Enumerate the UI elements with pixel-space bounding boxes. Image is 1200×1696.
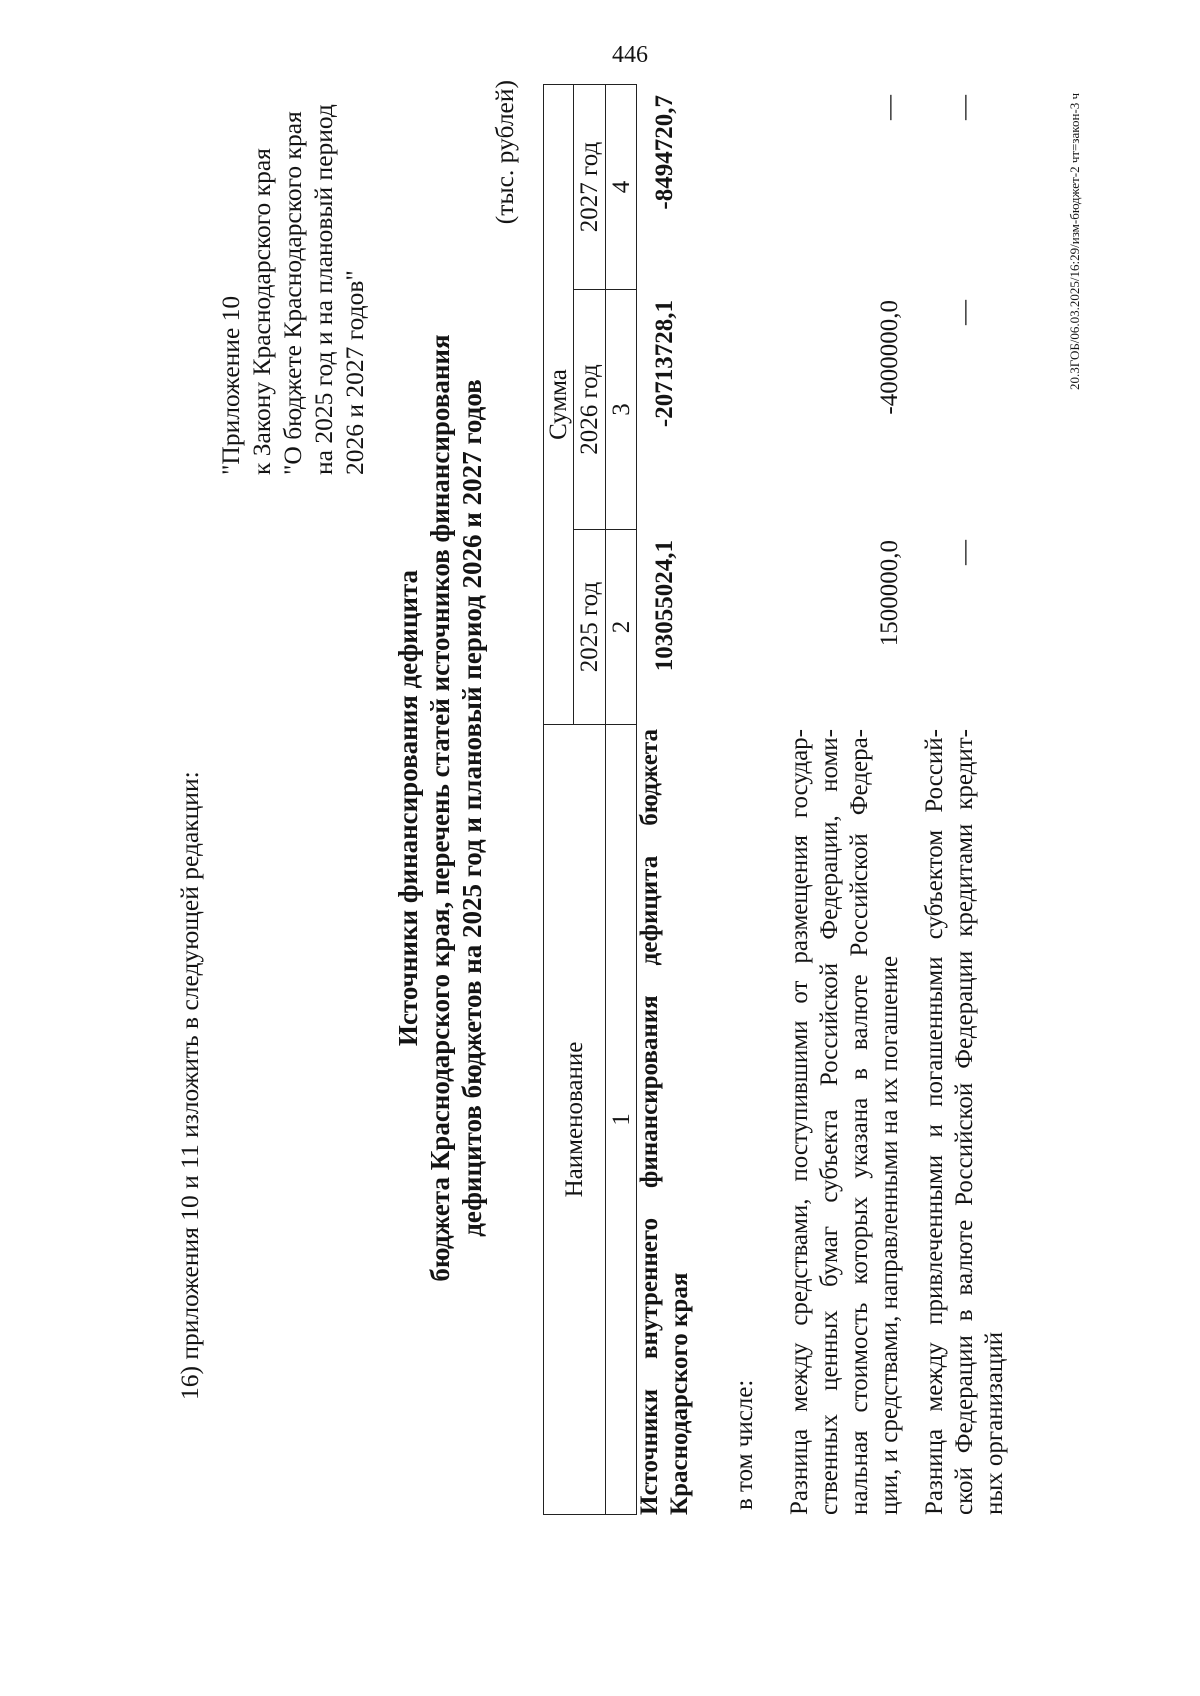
appendix-reference-line: к Закону Краснодарского края bbox=[247, 148, 276, 475]
table-row-value-2025: — bbox=[951, 540, 978, 565]
column-header-year: 2026 год bbox=[574, 290, 606, 530]
appendix-reference-line: "О бюджете Краснодарского края bbox=[278, 111, 307, 475]
column-header-year: 2025 год bbox=[574, 530, 606, 725]
table-row-value-2027: — bbox=[951, 95, 978, 120]
document-title bbox=[392, 101, 488, 1515]
document-footer-stamp: 20.3ГОБ/06.03.2025/16:29/изм-бюджет-2 чт=закон-3 ч bbox=[1067, 92, 1082, 390]
column-number: 4 bbox=[606, 84, 637, 289]
table-row-name-line: нальная стоимость которых указана в валюте Российской Федера- bbox=[846, 729, 873, 1515]
total-row-value-2027: -8494720,7 bbox=[651, 95, 678, 210]
header-row-column-numbers bbox=[606, 84, 637, 1514]
including-subheading: в том числе: bbox=[731, 1379, 758, 1510]
document-title-line: бюджета Краснодарского края, перечень статей источников финансирования bbox=[425, 334, 455, 1282]
appendix-reference-line: на 2025 год и на плановый период bbox=[309, 104, 338, 475]
appendix-reference-block bbox=[215, 104, 370, 475]
total-row-value-2026: -20713728,1 bbox=[651, 300, 678, 428]
header-row-sum bbox=[544, 84, 574, 1514]
total-row-value-2025: 103055024,1 bbox=[651, 540, 678, 672]
column-header-name: Наименование bbox=[544, 725, 606, 1515]
table-row-name bbox=[920, 729, 1010, 1515]
table-row-name bbox=[785, 729, 905, 1515]
table-row-name-line: ственных ценных бумаг субъекта Российской Федерации, номи- bbox=[816, 729, 843, 1515]
column-header-sum: Сумма bbox=[544, 84, 574, 724]
table-row-value-2027: — bbox=[876, 95, 903, 120]
total-row-name-line: Краснодарского края bbox=[666, 1272, 693, 1515]
table-row-value-2026: -4000000,0 bbox=[876, 300, 903, 415]
table-row-name-line: Разница между средствами, поступившими от размещения государ- bbox=[786, 729, 813, 1515]
column-number: 1 bbox=[606, 725, 637, 1515]
table-row-name-line: ных организаций bbox=[981, 1331, 1008, 1515]
column-header-year: 2027 год bbox=[574, 84, 606, 289]
table-row-name-line: Разница между привлеченными и погашенными субъектом Россий- bbox=[921, 729, 948, 1515]
amendment-intro-text: 16) приложения 10 и 11 изложить в следующей редакции: bbox=[175, 771, 204, 1400]
column-number: 3 bbox=[606, 290, 637, 530]
table-row-name-line: ции, и средствами, направленными на их погашение bbox=[876, 955, 903, 1515]
appendix-reference-line: "Приложение 10 bbox=[216, 295, 245, 475]
appendix-reference-line: 2026 и 2027 годов" bbox=[340, 270, 369, 475]
total-row-name-line: Источники внутреннего финансирования дефицита бюджета bbox=[636, 729, 663, 1515]
page-number: 446 bbox=[612, 42, 648, 68]
column-number: 2 bbox=[606, 530, 637, 725]
total-row-name bbox=[635, 729, 695, 1515]
table-row-value-2026: — bbox=[951, 300, 978, 325]
units-label: (тыс. рублей) bbox=[490, 80, 519, 225]
table-header bbox=[543, 84, 637, 1515]
document-title-line: Источники финансирования дефицита bbox=[393, 569, 423, 1047]
table-row-name-line: ской Федерации в валюте Российской Федерации кредитами кредит- bbox=[951, 729, 978, 1515]
table-row-value-2025: 1500000,0 bbox=[876, 540, 903, 647]
document-title-line: дефицитов бюджетов на 2025 год и плановый период 2026 и 2027 годов bbox=[457, 379, 487, 1237]
table-header-body bbox=[544, 84, 637, 1514]
